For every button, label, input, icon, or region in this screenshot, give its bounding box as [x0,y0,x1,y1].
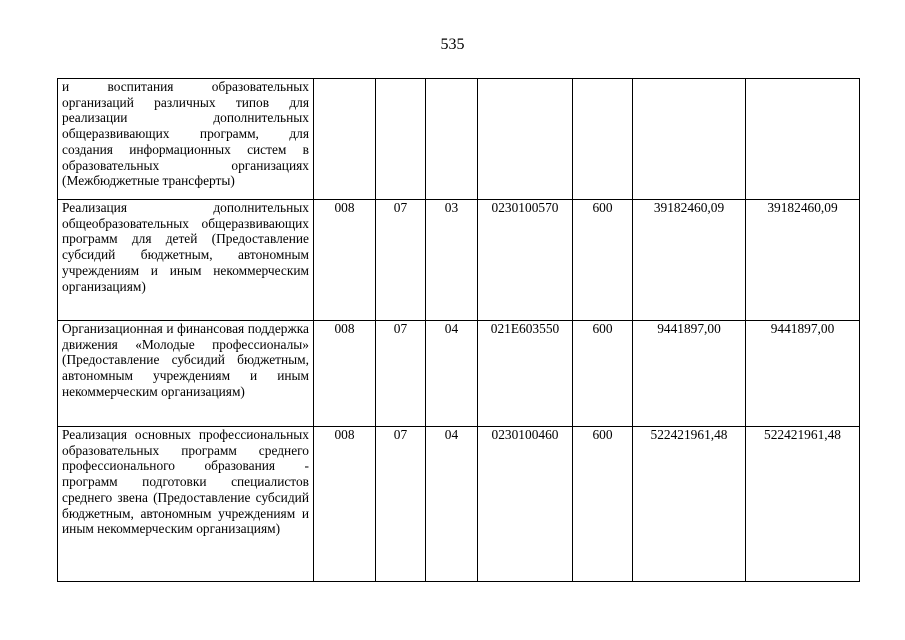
page-number: 535 [440,36,465,53]
expense-name-cell: Реализация дополнительных общеобразовательных общеразвивающих программ для детей (Предоставление субсидий бюджетным, автономным учреждениям и иным некоммерческим организациям) [58,200,314,321]
amount-cell: 39182460,09 [633,200,746,321]
amount-cell: 9441897,00 [746,321,860,427]
target-article-cell: 0230100460 [478,427,573,582]
expense-name-cell: Реализация основных профессиональных образовательных программ среднего профессионального образования - программ подготовки специалистов среднего звена (Предоставление субсидий бюджетным, автономным учреждениям и иным некоммерческим организациям) [58,427,314,582]
target-article-cell [478,79,573,200]
section-code-cell [376,79,426,200]
budget-table [57,78,860,582]
ministry-code-cell: 008 [314,427,376,582]
table-row [58,79,860,200]
target-article-cell: 021E603550 [478,321,573,427]
expense-type-cell: 600 [573,427,633,582]
table-row [58,321,860,427]
amount-cell: 39182460,09 [746,200,860,321]
amount-cell: 522421961,48 [633,427,746,582]
expense-type-cell: 600 [573,200,633,321]
ministry-code-cell: 008 [314,200,376,321]
table-row [58,200,860,321]
amount-cell: 522421961,48 [746,427,860,582]
expense-type-cell [573,79,633,200]
section-code-cell: 07 [376,321,426,427]
section-code-cell: 07 [376,427,426,582]
section-code-cell: 07 [376,200,426,321]
subsection-code-cell: 03 [426,200,478,321]
ministry-code-cell [314,79,376,200]
subsection-code-cell: 04 [426,427,478,582]
amount-cell [746,79,860,200]
ministry-code-cell: 008 [314,321,376,427]
table-row [58,427,860,582]
target-article-cell: 0230100570 [478,200,573,321]
amount-cell: 9441897,00 [633,321,746,427]
subsection-code-cell [426,79,478,200]
subsection-code-cell: 04 [426,321,478,427]
expense-type-cell: 600 [573,321,633,427]
expense-name-cell: и воспитания образовательных организаций различных типов для реализации дополнительных общеразвивающих программ, для создания информационных систем в образовательных организациях (Межбюджетные трансферты) [58,79,314,200]
expense-name-cell: Организационная и финансовая поддержка движения «Молодые профессионалы» (Предоставление субсидий бюджетным, автономным учреждениям и иным некоммерческим организациям) [58,321,314,427]
amount-cell [633,79,746,200]
